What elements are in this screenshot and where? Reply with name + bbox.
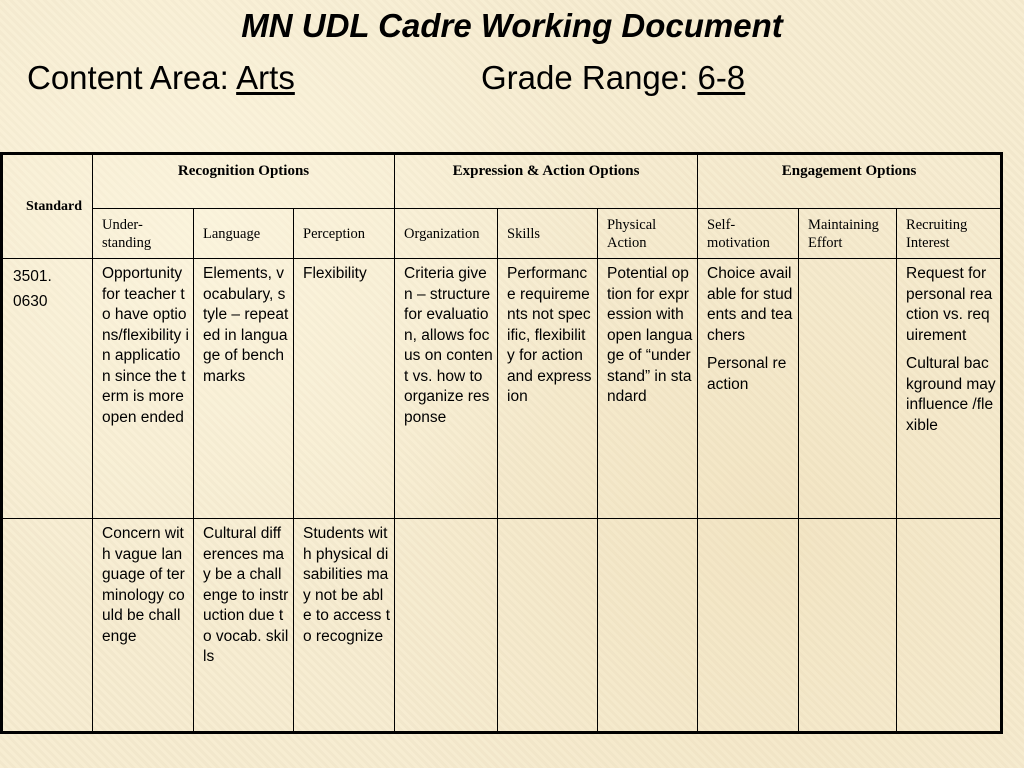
table-cell bbox=[294, 259, 395, 519]
table-cell bbox=[799, 259, 897, 519]
table-cell bbox=[897, 519, 1002, 733]
sub-header: Under-standing bbox=[93, 209, 194, 259]
table-cell bbox=[294, 519, 395, 733]
group-header-engagement: Engagement Options bbox=[698, 154, 1002, 209]
sub-header-row bbox=[2, 209, 1002, 259]
table-cell bbox=[93, 259, 194, 519]
cell-text: Cultural background may influence /flexible bbox=[906, 355, 996, 434]
content-area bbox=[27, 58, 295, 98]
sub-header: Organization bbox=[395, 209, 498, 259]
udl-table bbox=[0, 152, 1003, 734]
sub-header: Physical Action bbox=[598, 209, 698, 259]
cell-text: Elements, vocabulary, style – repeated in language of benchmarks bbox=[203, 265, 289, 385]
cell-text: Request for personal reaction vs. requirement bbox=[906, 265, 993, 344]
cell-text: Performance requirements not specific, flexibility for action and expression bbox=[507, 265, 592, 405]
sub-header: Skills bbox=[498, 209, 598, 259]
document-title: MN UDL Cadre Working Document bbox=[241, 7, 783, 44]
grade-range bbox=[481, 58, 745, 98]
table-cell bbox=[698, 259, 799, 519]
group-header-row bbox=[2, 154, 1002, 209]
cell-text: Personal reaction bbox=[707, 355, 787, 393]
content-area-value: Arts bbox=[236, 59, 295, 96]
group-header-recognition: Recognition Options bbox=[93, 154, 395, 209]
standard-header: Standard bbox=[2, 154, 93, 259]
table-cell bbox=[194, 259, 294, 519]
table-cell bbox=[194, 519, 294, 733]
sub-header: Perception bbox=[294, 209, 395, 259]
cell-text: Students with physical disabilities may not be able to access to recognize bbox=[303, 525, 391, 645]
table-cell bbox=[498, 259, 598, 519]
group-header-expression: Expression & Action Options bbox=[395, 154, 698, 209]
cell-text: Choice available for students and teachers bbox=[707, 265, 793, 344]
standard-code: 3501. bbox=[13, 268, 52, 285]
table-cell bbox=[498, 519, 598, 733]
table-row bbox=[2, 519, 1002, 733]
grade-range-label: Grade Range: bbox=[481, 59, 698, 96]
sub-header: Recruiting Interest bbox=[897, 209, 1002, 259]
table-cell bbox=[598, 259, 698, 519]
content-area-label: Content Area: bbox=[27, 59, 237, 96]
cell-text: Criteria given – structure for evaluation, allows focus on content vs. how to organize response bbox=[404, 265, 493, 426]
sub-header: Self-motivation bbox=[698, 209, 799, 259]
table-cell bbox=[799, 519, 897, 733]
cell-text: Flexibility bbox=[303, 265, 367, 282]
cell-text: Concern with vague language of terminology could be challenge bbox=[102, 525, 185, 645]
grade-range-value: 6-8 bbox=[697, 59, 746, 96]
sub-header: Maintaining Effort bbox=[799, 209, 897, 259]
standard-code: 0630 bbox=[13, 293, 48, 310]
table-cell bbox=[93, 519, 194, 733]
cell-text: Opportunity for teacher to have options/flexibility in application since the term is more open ended bbox=[102, 265, 189, 426]
standard-cell bbox=[2, 519, 93, 733]
table-cell bbox=[598, 519, 698, 733]
table-cell bbox=[698, 519, 799, 733]
table-cell bbox=[395, 519, 498, 733]
table-row bbox=[2, 259, 1002, 519]
cell-text: Cultural differences may be a challenge to instruction due to vocab. skills bbox=[203, 525, 289, 665]
standard-cell bbox=[2, 259, 93, 519]
table-cell bbox=[395, 259, 498, 519]
sub-header: Language bbox=[194, 209, 294, 259]
cell-text: Potential option for expression with open language of “understand” in standard bbox=[607, 265, 693, 405]
table-cell bbox=[897, 259, 1002, 519]
